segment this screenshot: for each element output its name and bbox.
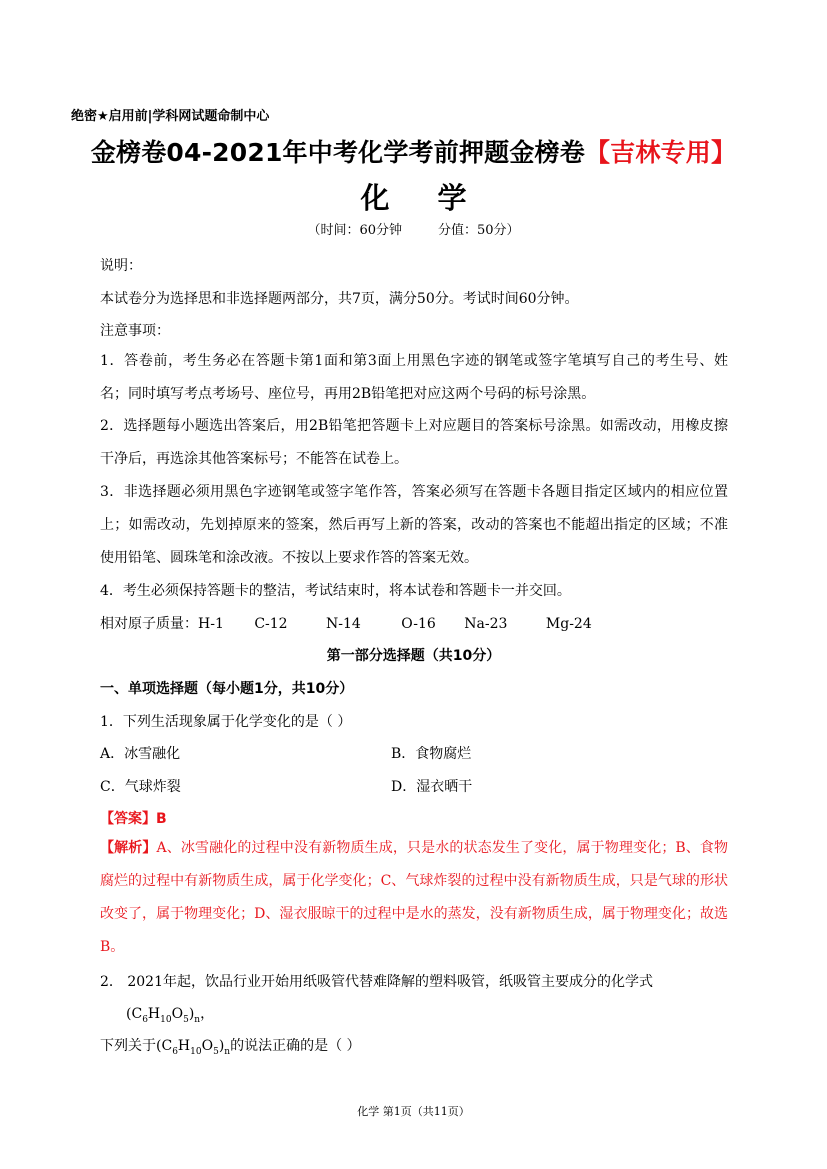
part-one-heading: 第一部分选择题（共10分） xyxy=(326,648,501,664)
q2-formula: $(C_6H_{10}O_5)_n$ xyxy=(126,1006,201,1025)
subject-char-1: 化 xyxy=(360,181,390,215)
q1-analysis-label: 【解析】 xyxy=(100,840,157,856)
q2-formula-inline: $(C_6H_{10}O_5)_n$ xyxy=(156,1038,231,1057)
q1-option-b: B．食物腐烂 xyxy=(391,746,472,762)
mass-na: Na-23 xyxy=(464,616,508,632)
title-main: 金榜卷04-2021年中考化学考前押题金榜卷 xyxy=(90,138,585,167)
title-region: 【吉林专用】 xyxy=(584,138,737,167)
attention-item-3: 3．非选择题必须用黑色字迹钢笔或签字笔作答，答案必须写在答题卡各题目指定区域内的相应位置上；如需改动，先划掉原来的签案，然后再写上新的答案，改动的答案也不能超出指定的区域；不准使用铅笔、圆珠笔和涂改液。不按以上要求作答的答案无效。 xyxy=(100,484,728,566)
q1-option-d: D．湿衣晒干 xyxy=(391,779,473,795)
mass-o: O-16 xyxy=(401,616,436,632)
section-heading: 一、单项选择题（每小题1分，共10分） xyxy=(100,681,354,697)
q1-analysis xyxy=(100,832,728,964)
time-limit: （时间：60分钟 xyxy=(307,223,402,238)
total-score: 分值：50分） xyxy=(438,223,520,238)
q2-formula-line: $(C_6H_{10}O_5)_n$， xyxy=(126,1006,215,1025)
page-footer: 化学 第1页（共11页） xyxy=(357,1105,470,1118)
attention-heading: 注意事项： xyxy=(100,323,170,339)
notes-description: 本试卷分为选择思和非选择题两部分，共7页，满分50分。考试时间60分钟。 xyxy=(100,291,579,307)
exam-title xyxy=(0,133,827,169)
q1-option-c: C．气球炸裂 xyxy=(100,779,181,795)
q2-question-line: 下列关于$(C_6H_{10}O_5)_n$的说法正确的是（ ） xyxy=(100,1038,361,1057)
question-2-stem: 2． 2021年起，饮品行业开始用纸吸管代替难降解的塑料吸管，纸吸管主要成分的化学式 xyxy=(100,974,653,990)
question-1-stem: 1．下列生活现象属于化学变化的是（ ） xyxy=(100,714,352,730)
q1-option-a: A．冰雪融化 xyxy=(100,746,181,762)
attention-item-1: 1．答卷前，考生务必在答题卡第1面和第3面上用黑色字迹的钢笔或签字笔填写自己的考生号、姓名；同时填写考点考场号、座位号，再用2B铅笔把对应这两个号码的标号涂黑。 xyxy=(100,353,728,402)
subject-title xyxy=(0,176,827,217)
mass-c: C-12 xyxy=(254,616,288,632)
confidential-label: 绝密★启用前|学科网试题命制中心 xyxy=(71,109,270,124)
notes-heading: 说明： xyxy=(100,258,142,274)
attention-item-4: 4．考生必须保持答题卡的整洁，考试结束时，将本试卷和答题卡一并交回。 xyxy=(100,583,571,599)
time-score-bar xyxy=(0,219,827,238)
q1-answer: 【答案】B xyxy=(100,811,167,827)
mass-h: 相对原子质量：H-1 xyxy=(100,616,224,632)
subject-char-2: 学 xyxy=(437,181,467,215)
atomic-masses xyxy=(100,613,592,633)
attention-item-2: 2．选择题每小题选出答案后，用2B铅笔把答题卡上对应题目的答案标号涂黑。如需改动，用橡皮擦干净后，再选涂其他答案标号；不能答在试卷上。 xyxy=(100,418,728,467)
mass-n: N-14 xyxy=(326,616,361,632)
mass-mg: Mg-24 xyxy=(545,616,592,632)
q1-analysis-text: A、冰雪融化的过程中没有新物质生成，只是水的状态发生了变化，属于物理变化；B、食物腐烂的过程中有新物质生成，属于化学变化；C、气球炸裂的过程中没有新物质生成，只是气球的形状改变了，属于物理变化；D、湿衣服晾干的过程中是水的蒸发，没有新物质生成，属于物理变化；故选B。 xyxy=(100,840,729,955)
